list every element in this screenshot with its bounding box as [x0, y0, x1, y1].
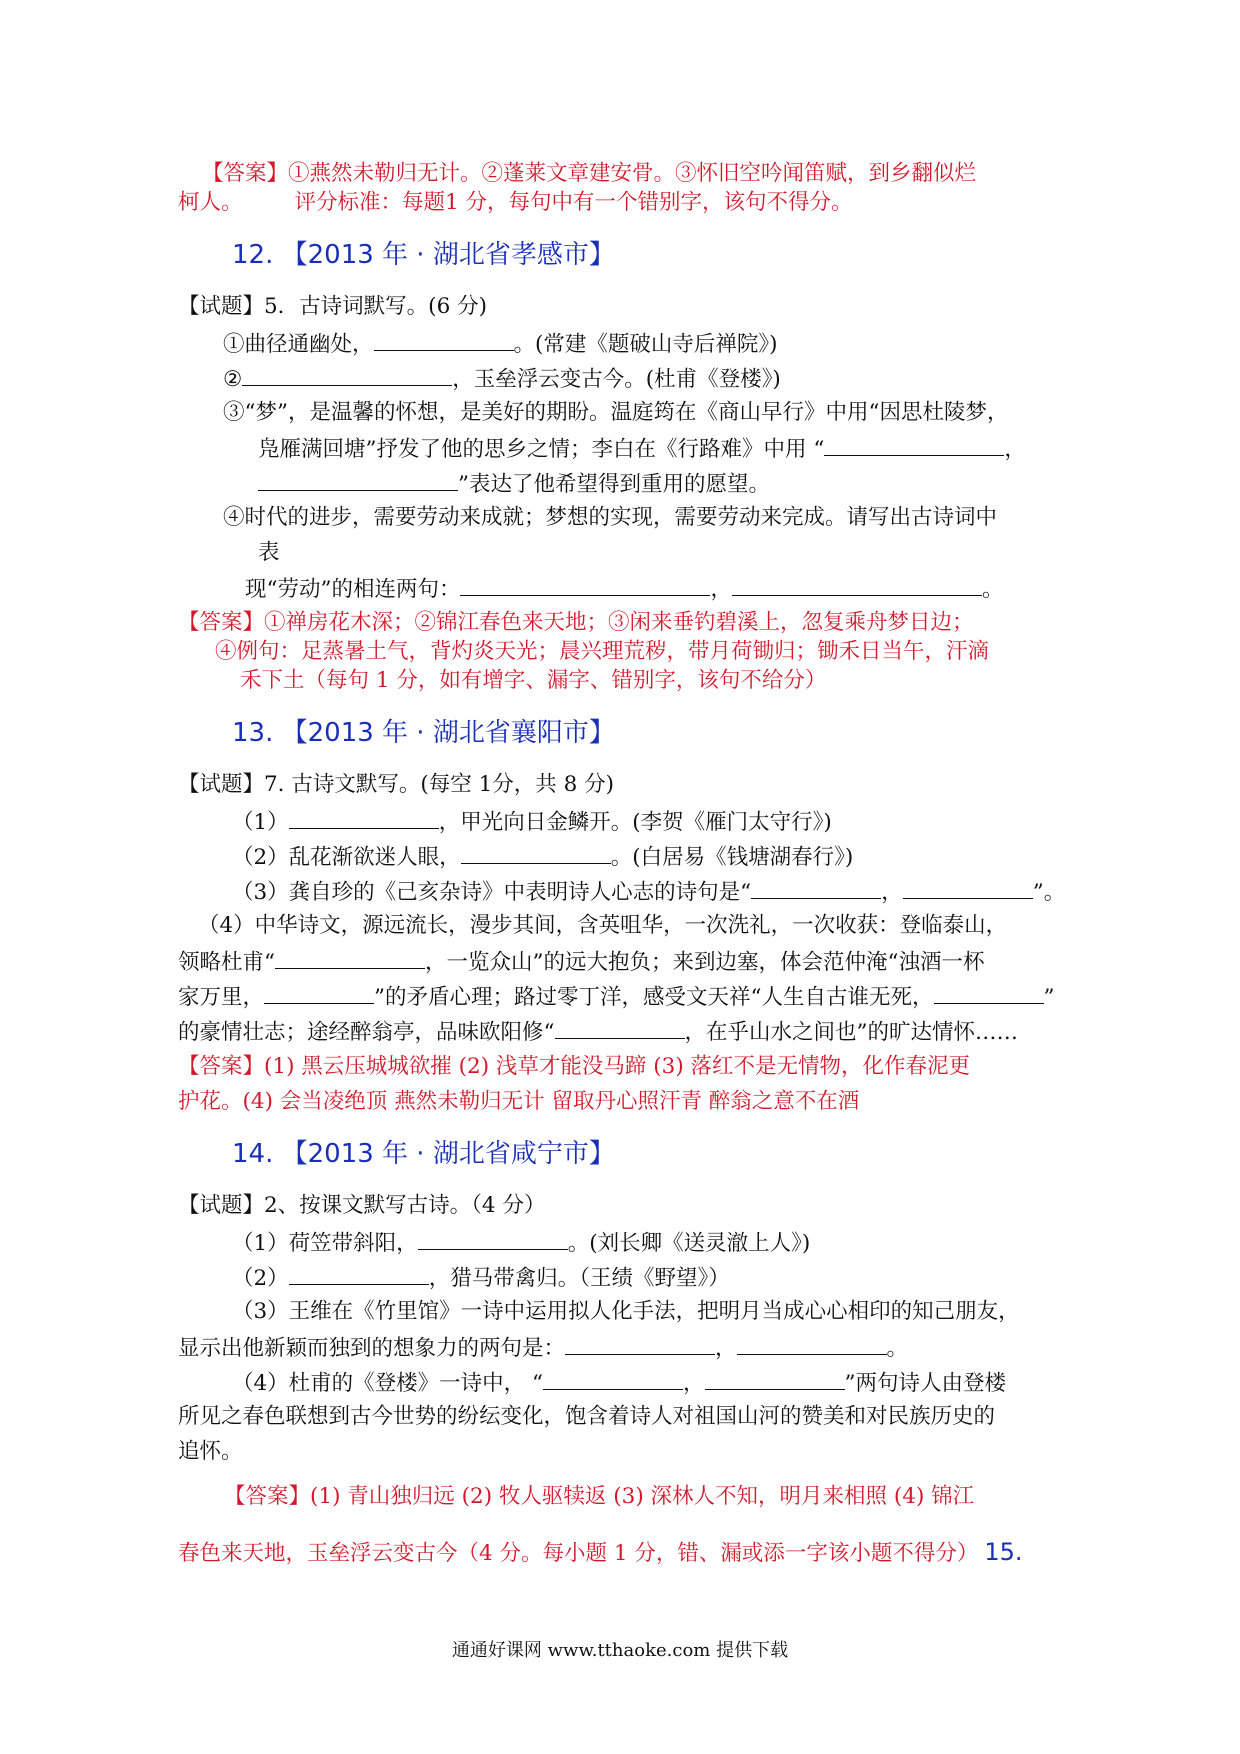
- s12-line-5: [258, 468, 770, 500]
- answer-blank[interactable]: [258, 468, 458, 491]
- s12-line-4-text: 凫雁满回塘”抒发了他的思乡之情；李白在《行路难》中用 “: [258, 437, 825, 462]
- s12-line-1-text: ①曲径通幽处，: [223, 332, 374, 357]
- s12-answer-line-1: 【答案】①禅房花木深；②锦江春色来天地；③闲来垂钓碧溪上，忽复乘舟梦日边；: [178, 610, 974, 635]
- answer-blank[interactable]: [289, 806, 439, 829]
- s15-heading-start: 15.: [984, 1538, 1023, 1566]
- s13-line-1-num: （1）: [232, 810, 289, 835]
- s14-line-5-comma: ，: [683, 1371, 705, 1396]
- s13-answer-line-1: 【答案】(1) 黑云压城城欲摧 (2) 浅草才能没马蹄 (3) 落红不是无情物，化作春泥更: [178, 1054, 971, 1079]
- s13-question: 【试题】7. 古诗文默写。(每空 1分，共 8 分): [178, 772, 614, 797]
- s14-line-2-text: ，猎马带禽归。（王绩《野望》）: [428, 1266, 730, 1291]
- s13-line-1-text: ，甲光向日金鳞开。(李贺《雁门太守行》): [438, 810, 832, 835]
- s12-line-2-text: ，玉垒浮云变古今。(杜甫《登楼》): [452, 367, 781, 392]
- s11-scoring-standard: 评分标准：每题1 分，每句中有一个错别字，该句不得分。: [294, 190, 853, 215]
- s14-line-4: [178, 1332, 908, 1364]
- s14-heading: 14. 【2013 年 · 湖北省咸宁市】: [232, 1139, 615, 1169]
- s14-question: 【试题】2、按课文默写古诗。（4 分）: [178, 1193, 546, 1218]
- s14-line-5-text: （4）杜甫的《登楼》一诗中， “: [232, 1371, 544, 1396]
- s12-line-3: ③“梦”，是温馨的怀想，是美好的期盼。温庭筠在《商山早行》中用“因思杜陵梦，: [223, 400, 1009, 425]
- s12-line-4-comma: ，: [1004, 437, 1026, 462]
- answer-blank[interactable]: [418, 1227, 568, 1250]
- s13-answer-line-2: 护花。(4) 会当凌绝顶 燕然未勒归无计 留取丹心照汗青 醉翁之意不在酒: [178, 1089, 860, 1114]
- answer-blank[interactable]: [903, 876, 1033, 899]
- s14-line-4-end: 。: [886, 1336, 909, 1361]
- s12-line-1: [223, 328, 778, 360]
- s14-line-2: [232, 1262, 730, 1294]
- s13-line-3: [232, 876, 1065, 908]
- answer-blank[interactable]: [732, 573, 982, 596]
- s13-line-2-text: （2）乱花渐欲迷人眼，: [232, 845, 461, 870]
- s12-line-8: [245, 573, 1004, 605]
- s14-answer-line-1: 【答案】(1) 青山独归远 (2) 牧人驱犊返 (3) 深林人不知，明月来相照 (4) 锦江: [224, 1484, 975, 1509]
- s13-line-3-text: （3）龚自珍的《己亥杂诗》中表明诗人心志的诗句是“: [232, 880, 752, 905]
- s11-answer-line-2: [178, 188, 853, 218]
- page-footer: 通通好课网 www.tthaoke.com 提供下载: [451, 1640, 789, 1661]
- s12-answer-line-3: 禾下土（每句 1 分，如有增字、漏字、错别字，该句不给分）: [240, 668, 827, 693]
- s14-line-5-rest: ”两句诗人由登楼: [844, 1371, 1007, 1396]
- s12-question: 【试题】5．古诗词默写。(6 分): [178, 294, 487, 319]
- answer-blank[interactable]: [461, 841, 611, 864]
- s12-line-7: 表: [258, 540, 280, 565]
- s11-answer-continue: 柯人。: [178, 190, 243, 215]
- s11-answer-line-1: 【答案】①燕然未勒归无计。②蓬莱文章建安骨。③怀旧空吟闻笛赋，到乡翻似烂: [202, 161, 977, 186]
- s13-line-5-text: 领略杜甫“: [178, 950, 275, 975]
- s12-line-8-comma: ，: [710, 577, 732, 602]
- answer-blank[interactable]: [565, 1332, 715, 1355]
- s14-line-3: （3）王维在《竹里馆》一诗中运用拟人化手法，把明月当成心心相印的知己朋友，: [232, 1299, 1020, 1324]
- answer-blank[interactable]: [242, 363, 452, 386]
- answer-blank[interactable]: [737, 1332, 887, 1355]
- s13-line-3-end: ”。: [1032, 880, 1066, 905]
- answer-blank[interactable]: [934, 981, 1044, 1004]
- s14-answer-line-2: [178, 1534, 1023, 1570]
- s12-line-5-text: ”表达了他希望得到重用的愿望。: [458, 472, 770, 497]
- s13-line-7-text: 的豪情壮志；途经醉翁亭，品味欧阳修“: [178, 1020, 555, 1045]
- s13-line-6-text: 家万里，: [178, 985, 265, 1010]
- s14-line-1-source: 。(刘长卿《送灵澈上人》): [567, 1231, 811, 1256]
- answer-blank[interactable]: [555, 1016, 685, 1039]
- answer-blank[interactable]: [751, 876, 881, 899]
- s12-line-8-end: 。: [982, 577, 1004, 602]
- s13-line-2-source: 。(白居易《钱塘湖春行》): [610, 845, 854, 870]
- s12-line-2-num: ②: [223, 367, 243, 392]
- s13-line-7-rest: ，在乎山水之间也”的旷达情怀……: [684, 1020, 1018, 1045]
- answer-blank[interactable]: [264, 981, 374, 1004]
- s12-answer-line-2: ④例句：足蒸暑土气，背灼炎天光；晨兴理荒秽，带月荷锄归；锄禾日当午，汗滴: [215, 639, 990, 664]
- s13-line-6-end: ”: [1043, 985, 1055, 1010]
- answer-blank[interactable]: [374, 328, 514, 351]
- s14-line-4-text: 显示出他新颖而独到的想象力的两句是：: [178, 1336, 566, 1361]
- s13-line-6-rest: ”的矛盾心理；路过零丁洋，感受文天祥“人生自古谁无死，: [374, 985, 934, 1010]
- s13-line-5-rest: ，一览众山”的远大抱负；来到边塞，体会范仲淹“浊酒一杯: [425, 950, 985, 975]
- s14-answer-text: 春色来天地，玉垒浮云变古今（4 分。每小题 1 分，错、漏或添一字该小题不得分）: [178, 1541, 979, 1566]
- s14-line-1: [232, 1227, 810, 1259]
- answer-blank[interactable]: [705, 1367, 845, 1390]
- s13-line-7: [178, 1016, 1018, 1048]
- s14-line-5: [232, 1367, 1006, 1399]
- s13-line-3-comma: ，: [881, 880, 903, 905]
- s13-line-4: （4）中华诗文，源远流长，漫步其间，含英咀华，一次洗礼，一次收获：登临泰山，: [198, 913, 1008, 938]
- s12-line-1-source: 。(常建《题破山寺后禅院》): [513, 332, 778, 357]
- s14-line-1-text: （1）荷笠带斜阳，: [232, 1231, 418, 1256]
- s13-line-6: [178, 981, 1055, 1013]
- s13-heading: 13. 【2013 年 · 湖北省襄阳市】: [232, 718, 615, 748]
- answer-blank[interactable]: [543, 1367, 683, 1390]
- s12-line-8-text: 现“劳动”的相连两句：: [245, 577, 461, 602]
- s12-heading: 12. 【2013 年 · 湖北省孝感市】: [232, 240, 615, 270]
- s13-line-5: [178, 946, 985, 978]
- answer-blank[interactable]: [289, 1262, 429, 1285]
- s12-line-6: ④时代的进步，需要劳动来成就；梦想的实现，需要劳动来完成。请写出古诗词中: [223, 505, 998, 530]
- answer-blank[interactable]: [275, 946, 425, 969]
- s12-line-2: [223, 363, 781, 395]
- answer-blank[interactable]: [460, 573, 710, 596]
- s14-line-6: 所见之春色联想到古今世势的纷纭变化，饱含着诗人对祖国山河的赞美和对民族历史的: [178, 1404, 996, 1429]
- answer-blank[interactable]: [824, 433, 1004, 456]
- s14-line-2-num: （2）: [232, 1266, 289, 1291]
- s13-line-2: [232, 841, 853, 873]
- s13-line-1: [232, 806, 832, 838]
- s14-line-4-comma: ，: [715, 1336, 737, 1361]
- s14-line-7: 追怀。: [178, 1439, 243, 1464]
- s12-line-4: [258, 433, 1026, 465]
